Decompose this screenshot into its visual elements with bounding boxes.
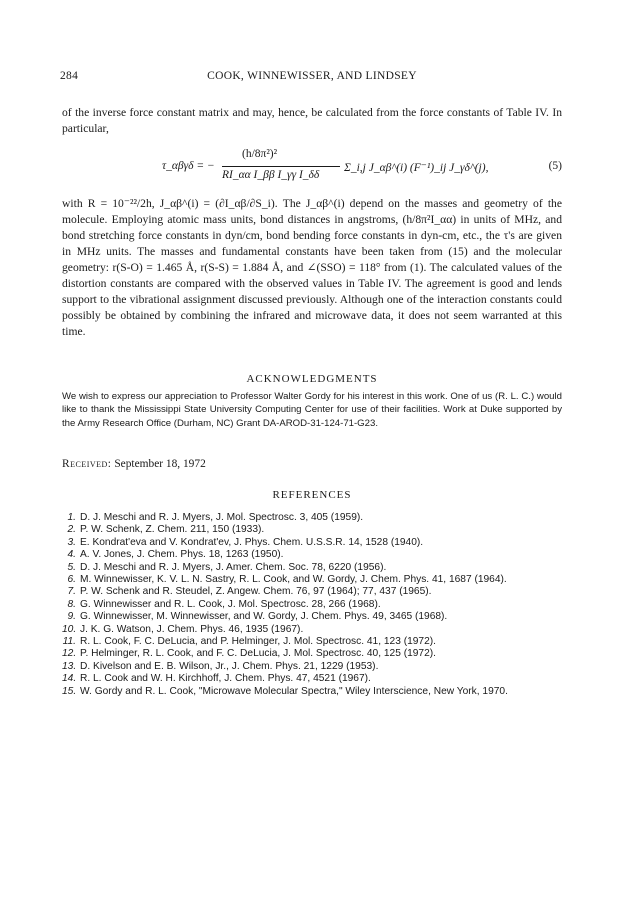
equation-number: (5) (548, 160, 562, 172)
running-title: COOK, WINNEWISSER, AND LINDSEY (207, 70, 417, 82)
reference-text: D. Kivelson and E. B. Wilson, Jr., J. Chem. Phys. 21, 1229 (1953). (80, 660, 379, 672)
reference-text: R. L. Cook and W. H. Kirchhoff, J. Chem. Phys. 47, 4521 (1967). (80, 673, 371, 685)
reference-item (62, 661, 582, 673)
reference-item (62, 512, 582, 524)
reference-item (62, 611, 582, 623)
reference-number: 15. (62, 685, 77, 697)
reference-text: G. Winnewisser, M. Winnewisser, and W. Gordy, J. Chem. Phys. 49, 3465 (1968). (80, 611, 448, 623)
reference-item (62, 537, 582, 549)
reference-number: 14. (62, 673, 77, 685)
reference-number: 13. (62, 660, 77, 672)
equation-numerator: (h/8π²)² (242, 148, 278, 160)
page-number: 284 (60, 70, 79, 82)
reference-number: 3. (67, 536, 76, 548)
reference-item (62, 549, 582, 561)
reference-item (62, 524, 582, 536)
equation-5 (62, 148, 562, 192)
discussion-paragraph: with R = 10⁻²²/2h, J_αβ^(i) = (∂I_αβ/∂S_i). The J_αβ^(i) depend on the masses and geometry of the molecule. Employing atomic mass units, bond distances in angstroms, (h/8π²I_αα) in units of MHz, and bond stretching force constants in dyn/cm, bond bending force constants in dyn-cm, etc., the τ's are given in MHz units. The masses and fundamental constants have been taken from (15) and the molecular geometry: r(S-O) = 1.465 Å, r(S-S) = 1.884 Å, and ∠(SSO) = 118° from (1). The calculated values of the distortion constants are compared with the observed values in Table IV. The agreement is good and lends support to the vibrational assignment discussed previously. Although one of the interaction constants could possibly be obtained by combining the infrared and microwave data, it does not seem warranted at this time. (62, 197, 562, 338)
equation-lhs: τ_αβγδ = − (162, 160, 215, 172)
equation-denominator: RI_αα I_ββ I_γγ I_δδ (222, 169, 320, 181)
reference-text: J. K. G. Watson, J. Chem. Phys. 46, 1935 (1967). (80, 623, 304, 635)
reference-text: A. V. Jones, J. Chem. Phys. 18, 1263 (1950). (80, 549, 284, 561)
reference-text: P. W. Schenk, Z. Chem. 211, 150 (1933). (80, 524, 265, 536)
reference-number: 4. (67, 549, 76, 561)
reference-text: E. Kondrat'eva and V. Kondrat'ev, J. Phys. Chem. U.S.S.R. 14, 1528 (1940). (80, 536, 424, 548)
reference-item (62, 673, 582, 685)
acknowledgments-heading: ACKNOWLEDGMENTS (246, 373, 378, 385)
reference-item (62, 636, 582, 648)
reference-item (62, 624, 582, 636)
received-label: Received: (62, 458, 112, 470)
equation-rhs: Σ_i,j J_αβ^(i) (F⁻¹)_ij J_γδ^(j), (344, 162, 489, 174)
reference-number: 1. (67, 512, 76, 523)
fraction-bar (222, 166, 340, 167)
reference-item (62, 574, 582, 586)
reference-text: P. Helminger, R. L. Cook, and F. C. DeLucia, J. Mol. Spectrosc. 40, 125 (1972). (80, 648, 436, 660)
page-header (60, 70, 564, 86)
reference-item (62, 562, 582, 574)
reference-text: P. W. Schenk and R. Steudel, Z. Angew. Chem. 76, 97 (1964); 77, 437 (1965). (80, 586, 432, 598)
reference-number: 11. (62, 636, 76, 648)
reference-number: 5. (67, 561, 76, 573)
reference-item (62, 648, 582, 660)
reference-number: 2. (67, 524, 76, 536)
reference-text: D. J. Meschi and R. J. Myers, J. Mol. Spectrosc. 3, 405 (1959). (80, 512, 364, 523)
reference-number: 12. (62, 648, 77, 660)
reference-text: D. J. Meschi and R. J. Myers, J. Amer. Chem. Soc. 78, 6220 (1956). (80, 561, 387, 573)
reference-item (62, 586, 582, 598)
received-date: September 18, 1972 (114, 458, 206, 470)
reference-item (62, 599, 582, 611)
reference-list (62, 512, 582, 698)
reference-text: G. Winnewisser and R. L. Cook, J. Mol. Spectrosc. 28, 266 (1968). (80, 598, 381, 610)
reference-number: 7. (67, 586, 76, 598)
intro-paragraph: of the inverse force constant matrix and may, hence, be calculated from the force constants of Table IV. In particular, (62, 106, 562, 135)
reference-number: 9. (67, 611, 76, 623)
acknowledgments-text: We wish to express our appreciation to Professor Walter Gordy for his interest in this work. One of us (R. L. C.) would like to thank the Mississippi State University Computing Center for use of their facilities. Work at Duke supported by the Army Research Office (Durham, NC) Grant DA-AROD-31-124-71-G23. (62, 391, 562, 429)
reference-number: 10. (62, 623, 77, 635)
reference-text: W. Gordy and R. L. Cook, "Microwave Molecular Spectra," Wiley Interscience, New York, 1970. (80, 685, 508, 697)
reference-number: 6. (67, 574, 76, 586)
reference-text: R. L. Cook, F. C. DeLucia, and P. Helminger, J. Mol. Spectrosc. 41, 123 (1972). (80, 636, 436, 648)
reference-text: M. Winnewisser, K. V. L. N. Sastry, R. L. Cook, and W. Gordy, J. Chem. Phys. 41, 1687 (1964). (80, 574, 507, 586)
references-heading: REFERENCES (272, 489, 352, 501)
reference-item (62, 686, 582, 698)
reference-number: 8. (67, 598, 76, 610)
received-line (62, 458, 206, 470)
